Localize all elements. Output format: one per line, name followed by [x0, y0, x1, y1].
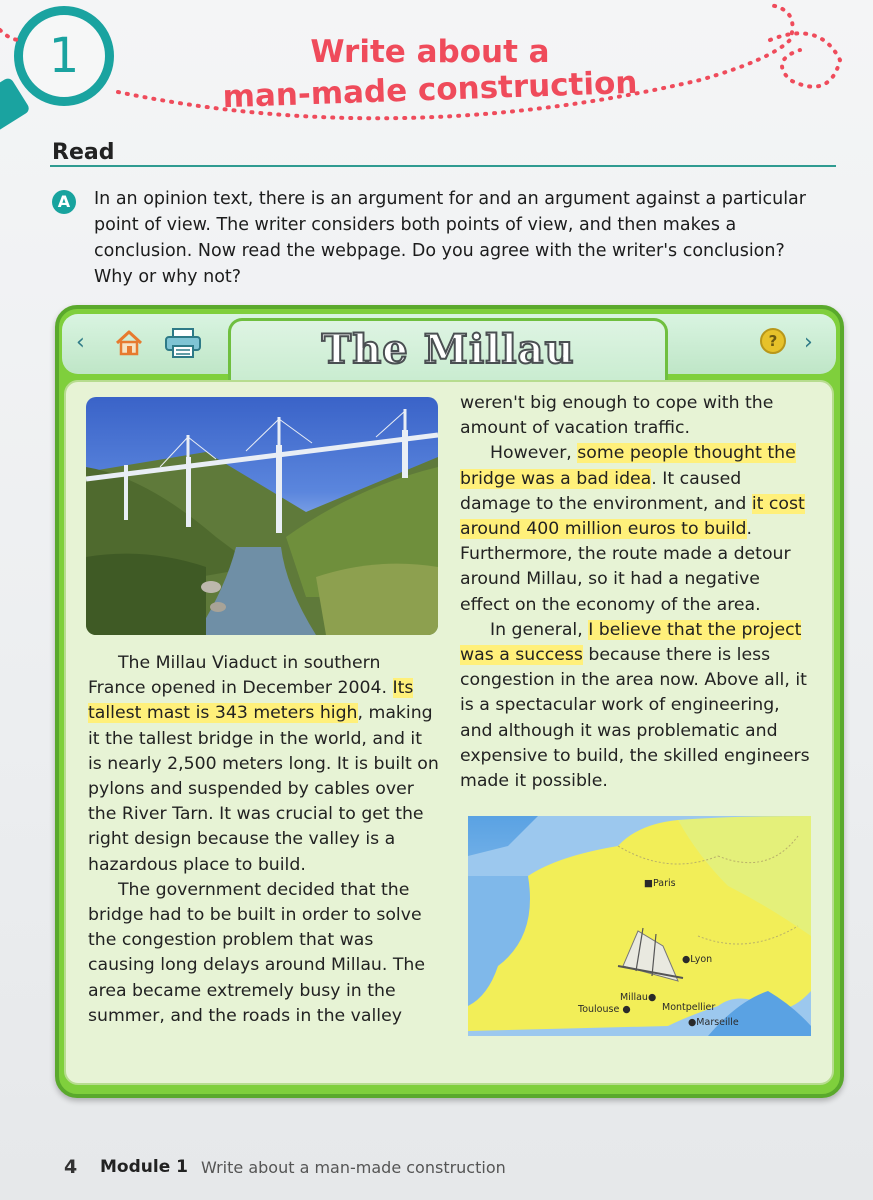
city-name: Lyon: [690, 954, 713, 965]
section-divider: [50, 165, 836, 167]
back-arrow-icon[interactable]: ‹: [76, 330, 85, 355]
text-span: . It caused damage to the environment, and: [460, 468, 752, 514]
page-title-line-1: Write about a: [310, 34, 550, 70]
text-span: In general,: [490, 619, 589, 640]
city-name: Toulouse: [578, 1004, 620, 1015]
city-name: Marseille: [696, 1017, 739, 1028]
article-column-left: [88, 651, 440, 1029]
map-label-millau: Millau●: [620, 992, 657, 1003]
map-label-montpellier: [662, 1002, 715, 1013]
city-name: Montpellier: [662, 1002, 716, 1013]
text-span: , making it the tallest bridge in the world, and it is nearly 2,500 meters long. It is built on pylons and suspended by cables over the River Tarn. It was crucial to get the right design because the valley is a hazardous place to build.: [88, 703, 439, 875]
article-column-right: [460, 391, 812, 794]
city-name: Paris: [652, 878, 676, 889]
article-paragraph: weren't big enough to cope with the amount of vacation traffic.: [460, 393, 774, 439]
highlighted-text: I believe that the project was a success: [460, 619, 802, 666]
page-title-line-2: man-made construction: [222, 64, 638, 116]
print-icon[interactable]: [164, 327, 202, 359]
help-icon[interactable]: ?: [760, 328, 786, 354]
map-label-toulouse: Toulouse ●: [578, 1004, 631, 1015]
highlighted-text: some people thought the bridge was a bad idea: [460, 443, 796, 489]
city-name: Millau: [620, 992, 648, 1003]
viaduct-photo: [86, 397, 438, 635]
footer-module-label: Module 1: [100, 1157, 188, 1177]
task-letter-badge: A: [52, 190, 76, 214]
viaduct-illustration: [86, 397, 438, 635]
france-map-illustration: [468, 816, 811, 1036]
map-label-paris: ■Paris: [644, 878, 676, 889]
article-paragraph: The government decided that the bridge had to be built in order to solve the congestion problem that was causing long delays around Millau. The area became extremely busy in the summer, and the roads in the valley: [88, 879, 426, 1026]
task-instructions: In an opinion text, there is an argument for and an argument against a particular point of view. The writer considers both points of view, and then makes a conclusion. Now read the webpage. Do you agree with the writer's conclusion? Why or why not?: [94, 189, 806, 287]
france-map: [468, 816, 811, 1036]
home-icon[interactable]: [114, 328, 144, 358]
article-paragraph: [460, 441, 812, 617]
map-label-lyon: ●Lyon: [682, 954, 713, 965]
highlighted-text: Its tallest mast is 343 meters high: [88, 678, 414, 724]
article-paragraph: [460, 618, 812, 794]
highlighted-text: it cost around 400 million euros to build: [460, 493, 805, 540]
footer-lesson-title: Write about a man-made construction: [201, 1158, 506, 1177]
page-number: 4: [64, 1156, 78, 1178]
article-paragraph: [88, 651, 440, 878]
lesson-number: 1: [48, 28, 80, 84]
webpage-title: The Millau: [321, 326, 575, 373]
text-span: . Furthermore, the route made a detour around Millau, so it had a negative effect on the economy of the area.: [460, 519, 791, 615]
text-span: However,: [490, 443, 578, 464]
text-span: The Millau Viaduct in southern France opened in December 2004.: [88, 653, 393, 699]
forward-arrow-icon[interactable]: ›: [804, 330, 813, 355]
map-label-marseille: ●Marseille: [688, 1017, 739, 1028]
text-span: because there is less congestion in the area now. Above all, it is a spectacular work of engineering, and although it was problematic and expensive to build, the skilled engineers made it possible.: [460, 645, 810, 792]
section-heading: Read: [52, 140, 115, 165]
